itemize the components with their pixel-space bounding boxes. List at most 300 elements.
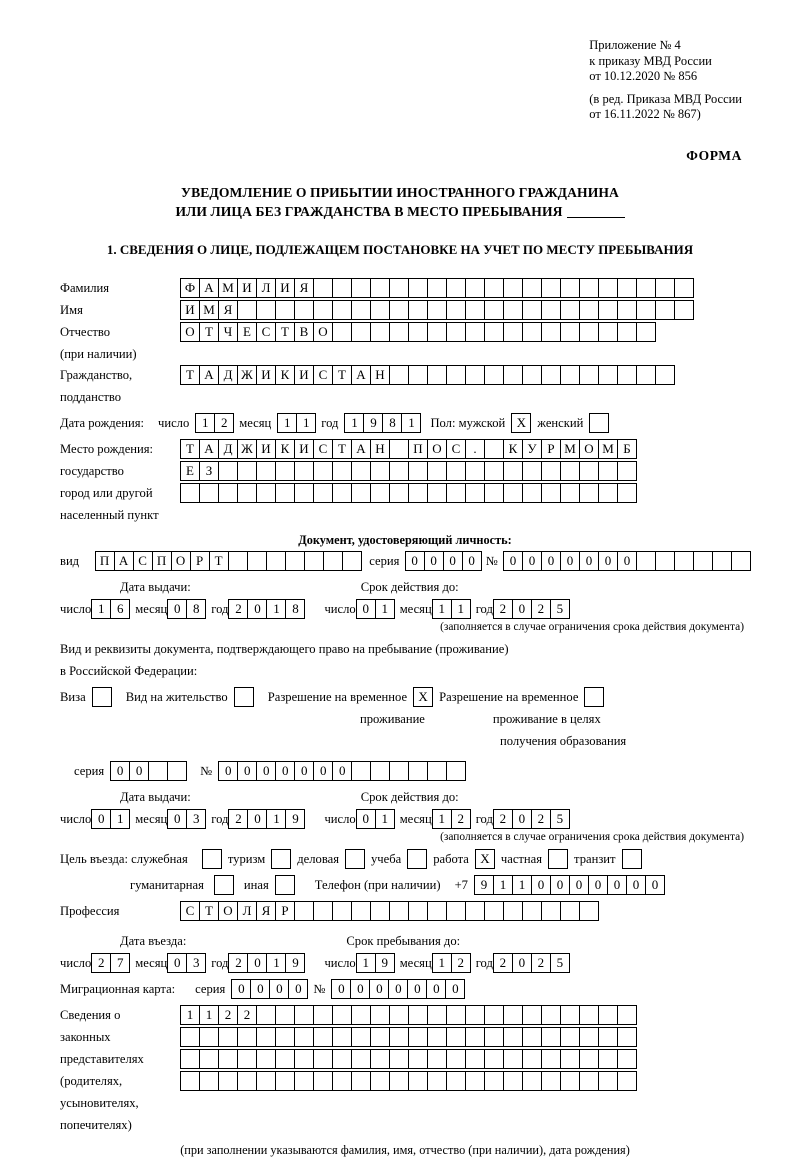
char-cell[interactable]: 0	[256, 761, 276, 781]
char-cell[interactable]	[541, 483, 561, 503]
char-cell[interactable]	[484, 439, 504, 459]
birth-year-input[interactable]	[344, 413, 420, 433]
char-cell[interactable]: Т	[332, 365, 352, 385]
char-cell[interactable]: О	[218, 901, 238, 921]
char-cell[interactable]: А	[199, 278, 219, 298]
char-cell[interactable]	[148, 761, 168, 781]
char-cell[interactable]	[408, 322, 428, 342]
char-cell[interactable]	[332, 300, 352, 320]
char-cell[interactable]	[427, 483, 447, 503]
char-cell[interactable]: 7	[110, 953, 130, 973]
doc-issue-month-input[interactable]	[167, 599, 205, 619]
char-cell[interactable]	[579, 365, 599, 385]
char-cell[interactable]	[446, 761, 466, 781]
legal-rep-input-line1[interactable]	[180, 1005, 636, 1025]
char-cell[interactable]: 8	[186, 599, 206, 619]
char-cell[interactable]	[237, 1049, 257, 1069]
char-cell[interactable]	[247, 551, 267, 571]
char-cell[interactable]	[560, 1049, 580, 1069]
char-cell[interactable]	[256, 300, 276, 320]
char-cell[interactable]	[522, 322, 542, 342]
char-cell[interactable]	[674, 551, 694, 571]
char-cell[interactable]: Ж	[237, 365, 257, 385]
char-cell[interactable]	[408, 1027, 428, 1047]
char-cell[interactable]	[313, 901, 333, 921]
char-cell[interactable]: 0	[231, 979, 251, 999]
char-cell[interactable]	[218, 1049, 238, 1069]
char-cell[interactable]	[598, 300, 618, 320]
char-cell[interactable]: 2	[451, 953, 471, 973]
char-cell[interactable]	[636, 551, 656, 571]
char-cell[interactable]: М	[598, 439, 618, 459]
stay-day-input[interactable]	[356, 953, 394, 973]
char-cell[interactable]	[167, 761, 187, 781]
char-cell[interactable]	[427, 278, 447, 298]
char-cell[interactable]	[465, 322, 485, 342]
char-cell[interactable]	[237, 483, 257, 503]
char-cell[interactable]: 2	[531, 599, 551, 619]
char-cell[interactable]	[370, 901, 390, 921]
char-cell[interactable]: 2	[493, 809, 513, 829]
char-cell[interactable]	[313, 278, 333, 298]
char-cell[interactable]	[218, 461, 238, 481]
char-cell[interactable]	[617, 278, 637, 298]
char-cell[interactable]	[199, 483, 219, 503]
char-cell[interactable]: Б	[617, 439, 637, 459]
char-cell[interactable]: 0	[512, 809, 532, 829]
char-cell[interactable]: 0	[531, 875, 551, 895]
char-cell[interactable]	[674, 278, 694, 298]
char-cell[interactable]: С	[133, 551, 153, 571]
birth-month-input[interactable]	[277, 413, 315, 433]
char-cell[interactable]: 9	[285, 809, 305, 829]
char-cell[interactable]: 1	[277, 413, 297, 433]
char-cell[interactable]	[598, 461, 618, 481]
char-cell[interactable]	[579, 322, 599, 342]
char-cell[interactable]: О	[579, 439, 599, 459]
char-cell[interactable]	[332, 461, 352, 481]
purpose-work-checkbox[interactable]: X	[475, 849, 495, 869]
char-cell[interactable]	[256, 483, 276, 503]
char-cell[interactable]	[389, 322, 409, 342]
char-cell[interactable]	[579, 1049, 599, 1069]
char-cell[interactable]	[370, 483, 390, 503]
char-cell[interactable]: 0	[247, 953, 267, 973]
char-cell[interactable]: 0	[167, 953, 187, 973]
char-cell[interactable]	[465, 1049, 485, 1069]
char-cell[interactable]	[617, 1049, 637, 1069]
char-cell[interactable]	[655, 278, 675, 298]
char-cell[interactable]	[370, 1005, 390, 1025]
char-cell[interactable]	[294, 1027, 314, 1047]
char-cell[interactable]: 0	[512, 953, 532, 973]
char-cell[interactable]: 1	[432, 953, 452, 973]
char-cell[interactable]	[408, 300, 428, 320]
char-cell[interactable]	[522, 901, 542, 921]
char-cell[interactable]	[332, 322, 352, 342]
char-cell[interactable]	[465, 1005, 485, 1025]
char-cell[interactable]: 2	[531, 809, 551, 829]
char-cell[interactable]	[617, 1071, 637, 1091]
char-cell[interactable]: 2	[228, 953, 248, 973]
char-cell[interactable]: Е	[237, 322, 257, 342]
char-cell[interactable]	[636, 322, 656, 342]
patronymic-input[interactable]	[180, 322, 655, 342]
char-cell[interactable]: Л	[256, 278, 276, 298]
char-cell[interactable]	[275, 1049, 295, 1069]
permit-number-input[interactable]	[218, 761, 465, 781]
char-cell[interactable]: 1	[266, 809, 286, 829]
char-cell[interactable]: 0	[645, 875, 665, 895]
surname-input[interactable]	[180, 278, 693, 298]
char-cell[interactable]	[541, 278, 561, 298]
char-cell[interactable]	[237, 461, 257, 481]
char-cell[interactable]: 0	[443, 551, 463, 571]
char-cell[interactable]	[560, 278, 580, 298]
char-cell[interactable]: С	[256, 322, 276, 342]
char-cell[interactable]: 0	[617, 551, 637, 571]
purpose-private-checkbox[interactable]	[548, 849, 568, 869]
char-cell[interactable]	[731, 551, 751, 571]
char-cell[interactable]	[522, 1049, 542, 1069]
char-cell[interactable]: 9	[375, 953, 395, 973]
char-cell[interactable]: .	[465, 439, 485, 459]
char-cell[interactable]	[389, 365, 409, 385]
permit-issue-day-input[interactable]	[91, 809, 129, 829]
char-cell[interactable]	[351, 278, 371, 298]
char-cell[interactable]: П	[408, 439, 428, 459]
char-cell[interactable]	[351, 483, 371, 503]
birthplace-input-line1[interactable]	[180, 439, 636, 459]
char-cell[interactable]	[313, 1027, 333, 1047]
char-cell[interactable]	[180, 1071, 200, 1091]
char-cell[interactable]: О	[171, 551, 191, 571]
char-cell[interactable]: 0	[503, 551, 523, 571]
char-cell[interactable]: Р	[541, 439, 561, 459]
char-cell[interactable]	[256, 461, 276, 481]
char-cell[interactable]	[598, 483, 618, 503]
char-cell[interactable]: 1	[375, 599, 395, 619]
char-cell[interactable]: 0	[607, 875, 627, 895]
char-cell[interactable]	[199, 1027, 219, 1047]
char-cell[interactable]: 1	[110, 809, 130, 829]
char-cell[interactable]	[351, 1027, 371, 1047]
char-cell[interactable]: Ф	[180, 278, 200, 298]
permit-issue-month-input[interactable]	[167, 809, 205, 829]
char-cell[interactable]	[598, 1005, 618, 1025]
char-cell[interactable]	[389, 1005, 409, 1025]
char-cell[interactable]	[579, 1071, 599, 1091]
migration-series-input[interactable]	[231, 979, 307, 999]
char-cell[interactable]	[275, 300, 295, 320]
char-cell[interactable]	[598, 278, 618, 298]
char-cell[interactable]: 0	[167, 809, 187, 829]
char-cell[interactable]: 1	[91, 599, 111, 619]
char-cell[interactable]	[408, 365, 428, 385]
char-cell[interactable]	[351, 1005, 371, 1025]
char-cell[interactable]: 0	[541, 551, 561, 571]
entry-month-input[interactable]	[167, 953, 205, 973]
char-cell[interactable]	[313, 1049, 333, 1069]
char-cell[interactable]	[484, 901, 504, 921]
char-cell[interactable]	[465, 300, 485, 320]
char-cell[interactable]	[503, 1027, 523, 1047]
char-cell[interactable]	[655, 300, 675, 320]
char-cell[interactable]	[370, 461, 390, 481]
char-cell[interactable]: 0	[579, 551, 599, 571]
char-cell[interactable]	[617, 461, 637, 481]
char-cell[interactable]	[294, 1049, 314, 1069]
char-cell[interactable]: 0	[407, 979, 427, 999]
char-cell[interactable]	[275, 461, 295, 481]
char-cell[interactable]: 3	[186, 809, 206, 829]
char-cell[interactable]	[285, 551, 305, 571]
char-cell[interactable]: О	[427, 439, 447, 459]
char-cell[interactable]	[579, 300, 599, 320]
char-cell[interactable]	[408, 461, 428, 481]
char-cell[interactable]: 0	[569, 875, 589, 895]
char-cell[interactable]	[579, 483, 599, 503]
char-cell[interactable]	[541, 901, 561, 921]
char-cell[interactable]	[598, 1049, 618, 1069]
char-cell[interactable]	[313, 461, 333, 481]
char-cell[interactable]: 3	[186, 953, 206, 973]
char-cell[interactable]	[446, 300, 466, 320]
char-cell[interactable]: 2	[493, 953, 513, 973]
char-cell[interactable]	[522, 483, 542, 503]
char-cell[interactable]: Т	[199, 901, 219, 921]
char-cell[interactable]: 1	[266, 953, 286, 973]
char-cell[interactable]: И	[256, 439, 276, 459]
char-cell[interactable]	[427, 1027, 447, 1047]
char-cell[interactable]: 5	[550, 953, 570, 973]
char-cell[interactable]: О	[313, 322, 333, 342]
char-cell[interactable]	[636, 365, 656, 385]
char-cell[interactable]: П	[152, 551, 172, 571]
char-cell[interactable]	[294, 1071, 314, 1091]
char-cell[interactable]: 0	[356, 809, 376, 829]
char-cell[interactable]	[598, 322, 618, 342]
char-cell[interactable]	[598, 1071, 618, 1091]
char-cell[interactable]	[313, 1071, 333, 1091]
citizenship-input[interactable]	[180, 365, 674, 385]
char-cell[interactable]	[617, 300, 637, 320]
purpose-tourism-checkbox[interactable]	[271, 849, 291, 869]
char-cell[interactable]	[294, 461, 314, 481]
char-cell[interactable]	[484, 322, 504, 342]
char-cell[interactable]	[408, 1071, 428, 1091]
char-cell[interactable]	[541, 322, 561, 342]
char-cell[interactable]: 0	[269, 979, 289, 999]
char-cell[interactable]	[674, 300, 694, 320]
char-cell[interactable]	[389, 1027, 409, 1047]
char-cell[interactable]: Т	[199, 322, 219, 342]
char-cell[interactable]: 1	[199, 1005, 219, 1025]
char-cell[interactable]	[370, 300, 390, 320]
char-cell[interactable]	[313, 300, 333, 320]
char-cell[interactable]	[503, 300, 523, 320]
char-cell[interactable]	[541, 1049, 561, 1069]
doc-issue-year-input[interactable]	[228, 599, 304, 619]
char-cell[interactable]: 2	[237, 1005, 257, 1025]
char-cell[interactable]: 0	[405, 551, 425, 571]
char-cell[interactable]	[218, 483, 238, 503]
char-cell[interactable]: А	[199, 439, 219, 459]
char-cell[interactable]	[294, 901, 314, 921]
char-cell[interactable]	[408, 483, 428, 503]
char-cell[interactable]: Д	[218, 439, 238, 459]
char-cell[interactable]	[389, 1071, 409, 1091]
char-cell[interactable]: Р	[190, 551, 210, 571]
legal-rep-input-line4[interactable]	[180, 1071, 636, 1091]
char-cell[interactable]: 0	[522, 551, 542, 571]
char-cell[interactable]	[351, 1071, 371, 1091]
char-cell[interactable]: Ж	[237, 439, 257, 459]
char-cell[interactable]	[484, 1005, 504, 1025]
char-cell[interactable]	[484, 1049, 504, 1069]
char-cell[interactable]: 1	[344, 413, 364, 433]
char-cell[interactable]	[427, 461, 447, 481]
char-cell[interactable]: 0	[560, 551, 580, 571]
char-cell[interactable]	[636, 278, 656, 298]
char-cell[interactable]: 0	[424, 551, 444, 571]
char-cell[interactable]: 0	[550, 875, 570, 895]
char-cell[interactable]	[579, 901, 599, 921]
char-cell[interactable]: 2	[91, 953, 111, 973]
char-cell[interactable]: Н	[370, 439, 390, 459]
char-cell[interactable]	[465, 483, 485, 503]
char-cell[interactable]	[579, 1005, 599, 1025]
char-cell[interactable]	[617, 365, 637, 385]
char-cell[interactable]	[351, 901, 371, 921]
char-cell[interactable]: 1	[180, 1005, 200, 1025]
char-cell[interactable]: 0	[512, 599, 532, 619]
char-cell[interactable]: А	[351, 365, 371, 385]
char-cell[interactable]	[503, 901, 523, 921]
char-cell[interactable]	[484, 483, 504, 503]
char-cell[interactable]	[503, 461, 523, 481]
char-cell[interactable]	[484, 1071, 504, 1091]
char-cell[interactable]	[370, 1071, 390, 1091]
char-cell[interactable]: 0	[218, 761, 238, 781]
char-cell[interactable]	[446, 1005, 466, 1025]
char-cell[interactable]	[304, 551, 324, 571]
char-cell[interactable]	[503, 278, 523, 298]
char-cell[interactable]	[522, 1005, 542, 1025]
char-cell[interactable]: П	[95, 551, 115, 571]
char-cell[interactable]: 1	[266, 599, 286, 619]
char-cell[interactable]	[446, 483, 466, 503]
char-cell[interactable]: И	[294, 365, 314, 385]
char-cell[interactable]	[560, 901, 580, 921]
char-cell[interactable]	[484, 365, 504, 385]
char-cell[interactable]: А	[351, 439, 371, 459]
char-cell[interactable]: Я	[256, 901, 276, 921]
permit-valid-month-input[interactable]	[432, 809, 470, 829]
char-cell[interactable]	[560, 483, 580, 503]
char-cell[interactable]	[465, 901, 485, 921]
name-input[interactable]	[180, 300, 693, 320]
char-cell[interactable]	[484, 278, 504, 298]
char-cell[interactable]	[408, 901, 428, 921]
permit-series-input[interactable]	[110, 761, 186, 781]
char-cell[interactable]	[218, 1027, 238, 1047]
char-cell[interactable]	[522, 365, 542, 385]
char-cell[interactable]	[484, 461, 504, 481]
permit-valid-day-input[interactable]	[356, 809, 394, 829]
char-cell[interactable]	[446, 365, 466, 385]
char-cell[interactable]	[560, 300, 580, 320]
char-cell[interactable]: 0	[369, 979, 389, 999]
char-cell[interactable]	[370, 278, 390, 298]
char-cell[interactable]: 1	[195, 413, 215, 433]
purpose-business-checkbox[interactable]	[345, 849, 365, 869]
char-cell[interactable]	[541, 365, 561, 385]
char-cell[interactable]	[294, 300, 314, 320]
char-cell[interactable]	[351, 322, 371, 342]
char-cell[interactable]: 2	[451, 809, 471, 829]
char-cell[interactable]	[408, 761, 428, 781]
char-cell[interactable]: И	[180, 300, 200, 320]
char-cell[interactable]	[351, 761, 371, 781]
char-cell[interactable]: Н	[370, 365, 390, 385]
char-cell[interactable]: 1	[493, 875, 513, 895]
char-cell[interactable]: 1	[356, 953, 376, 973]
char-cell[interactable]	[294, 1005, 314, 1025]
char-cell[interactable]: 1	[296, 413, 316, 433]
char-cell[interactable]	[180, 1027, 200, 1047]
char-cell[interactable]: О	[180, 322, 200, 342]
char-cell[interactable]	[503, 365, 523, 385]
char-cell[interactable]	[617, 1005, 637, 1025]
char-cell[interactable]: В	[294, 322, 314, 342]
char-cell[interactable]	[446, 1049, 466, 1069]
char-cell[interactable]	[617, 322, 637, 342]
char-cell[interactable]	[342, 551, 362, 571]
char-cell[interactable]	[199, 1049, 219, 1069]
char-cell[interactable]: 2	[214, 413, 234, 433]
char-cell[interactable]	[370, 761, 390, 781]
char-cell[interactable]: Я	[218, 300, 238, 320]
char-cell[interactable]	[389, 439, 409, 459]
char-cell[interactable]: 9	[285, 953, 305, 973]
char-cell[interactable]: 0	[350, 979, 370, 999]
char-cell[interactable]: 0	[247, 599, 267, 619]
char-cell[interactable]	[446, 322, 466, 342]
char-cell[interactable]	[266, 551, 286, 571]
char-cell[interactable]: 0	[237, 761, 257, 781]
char-cell[interactable]	[465, 1071, 485, 1091]
char-cell[interactable]: 2	[531, 953, 551, 973]
char-cell[interactable]	[446, 1071, 466, 1091]
char-cell[interactable]	[560, 1071, 580, 1091]
purpose-service-checkbox[interactable]	[202, 849, 222, 869]
char-cell[interactable]: Т	[180, 365, 200, 385]
char-cell[interactable]: Л	[237, 901, 257, 921]
char-cell[interactable]	[408, 1049, 428, 1069]
char-cell[interactable]	[332, 278, 352, 298]
char-cell[interactable]	[446, 461, 466, 481]
char-cell[interactable]	[218, 1071, 238, 1091]
char-cell[interactable]: И	[256, 365, 276, 385]
char-cell[interactable]: 0	[588, 875, 608, 895]
char-cell[interactable]	[256, 1049, 276, 1069]
char-cell[interactable]: 2	[228, 809, 248, 829]
char-cell[interactable]	[541, 1027, 561, 1047]
char-cell[interactable]: Т	[332, 439, 352, 459]
char-cell[interactable]: 1	[432, 809, 452, 829]
char-cell[interactable]: М	[560, 439, 580, 459]
